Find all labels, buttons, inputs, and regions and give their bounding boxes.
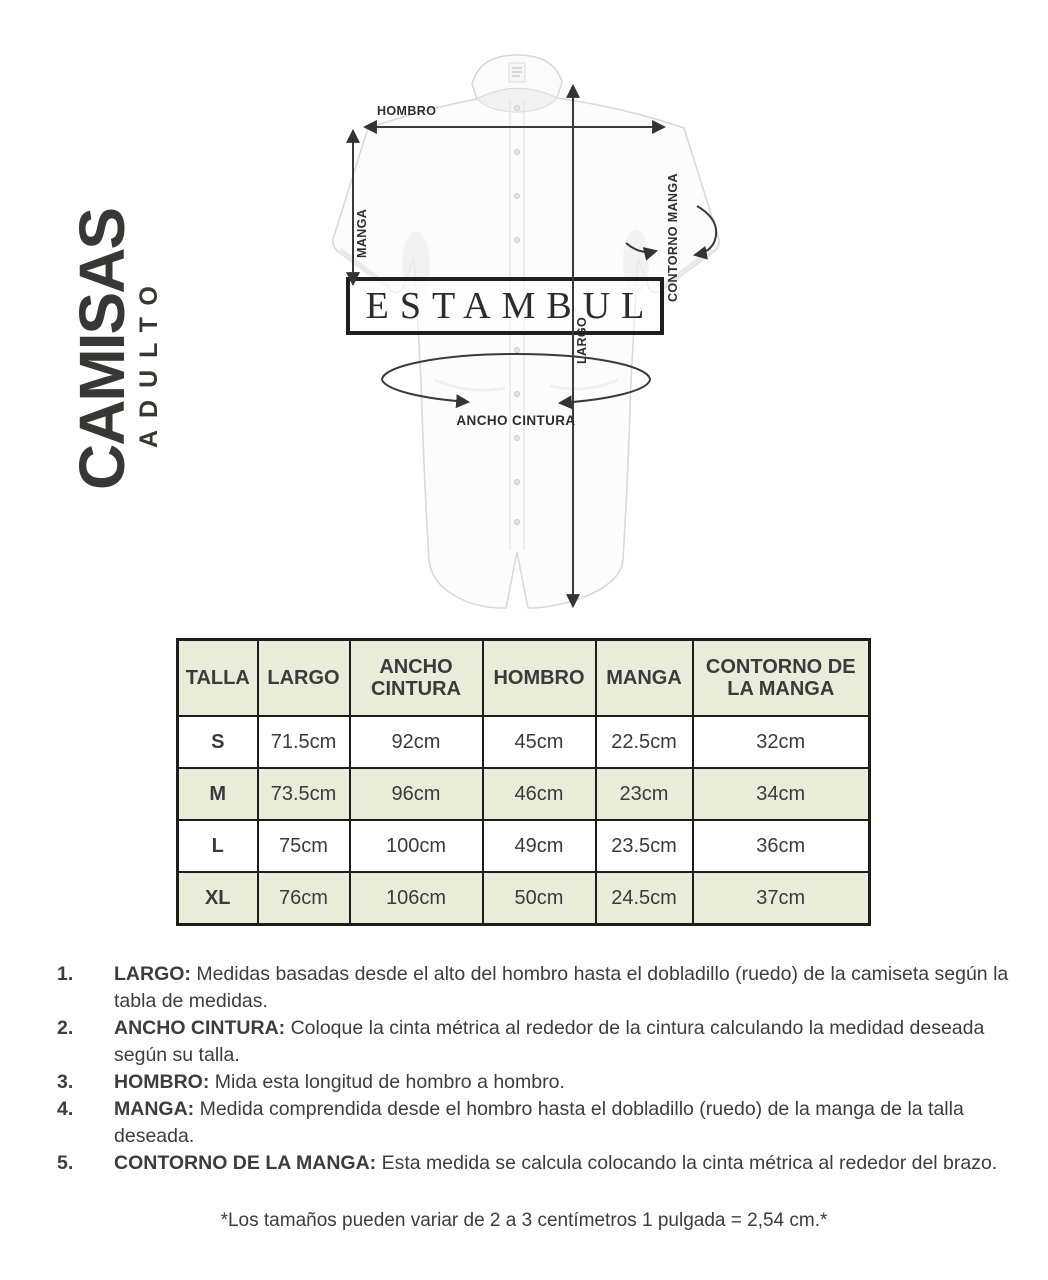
note-body: Mida esta longitud de hombro a hombro. [209,1071,565,1093]
note-term: HOMBRO: [114,1071,210,1093]
col-header-ancho-cintura: ANCHO CINTURA [350,640,483,717]
brand-logo-box [346,277,664,335]
note-body: Medidas basadas desde el alto del hombro hasta el dobladillo (ruedo) de la camiseta según la tabla de medidas. [114,963,1009,1012]
note-number: 2. [57,1017,74,1039]
note-number: 5. [57,1152,74,1174]
contorno-manga-label: CONTORNO MANGA [666,173,680,302]
shirt-photo [320,50,730,620]
col-header-contorno: CONTORNO DE LA MANGA [693,640,870,717]
value-cell: 45cm [483,716,596,768]
note-text [114,1015,1012,1069]
value-cell: 92cm [350,716,483,768]
value-cell: 24.5cm [596,872,693,925]
col-header-hombro: HOMBRO [483,640,596,717]
note-contorno-manga [57,1150,1012,1177]
size-cell: L [178,820,258,872]
col-header-largo: LARGO [258,640,350,717]
note-hombro [57,1069,1012,1096]
page-subtitle: ADULTO [135,274,163,448]
note-text [114,1150,1012,1177]
largo-label: LARGO [575,316,589,364]
note-largo [57,961,1012,1015]
page-title: CAMISAS [66,208,138,490]
size-table-header-row [178,640,870,717]
value-cell: 34cm [693,768,870,820]
size-cell: S [178,716,258,768]
value-cell: 96cm [350,768,483,820]
value-cell: 36cm [693,820,870,872]
value-cell: 106cm [350,872,483,925]
col-header-talla: TALLA [178,640,258,717]
value-cell: 22.5cm [596,716,693,768]
note-ancho-cintura [57,1015,1012,1069]
table-row-l [178,820,870,872]
note-term: LARGO: [114,963,191,985]
ancho-cintura-label: ANCHO CINTURA [456,413,576,428]
value-cell: 73.5cm [258,768,350,820]
value-cell: 75cm [258,820,350,872]
value-cell: 71.5cm [258,716,350,768]
note-body: Esta medida se calcula colocando la cinta métrica al rededor del brazo. [376,1152,998,1174]
measurement-notes [57,961,1012,1177]
hombro-label: HOMBRO [377,104,437,118]
note-term: CONTORNO DE LA MANGA: [114,1152,377,1174]
note-number: 1. [57,963,74,985]
table-row-m [178,768,870,820]
note-term: ANCHO CINTURA: [114,1017,286,1039]
size-cell: M [178,768,258,820]
note-text [114,1096,1012,1150]
value-cell: 46cm [483,768,596,820]
note-body: Medida comprendida desde el hombro hasta el dobladillo (ruedo) de la manga de la talla deseada. [114,1098,964,1147]
size-disclaimer: *Los tamaños pueden variar de 2 a 3 centímetros 1 pulgada = 2,54 cm.* [220,1210,828,1231]
note-body: Coloque la cinta métrica al rededor de la cintura calculando la medidad deseada según su talla. [114,1017,985,1066]
note-term: MANGA: [114,1098,195,1120]
size-table [176,638,871,926]
table-row-xl [178,872,870,925]
value-cell: 50cm [483,872,596,925]
value-cell: 23.5cm [596,820,693,872]
value-cell: 37cm [693,872,870,925]
value-cell: 32cm [693,716,870,768]
brand-logo: ESTAMBUL [365,285,656,327]
note-number: 4. [57,1098,74,1120]
note-manga [57,1096,1012,1150]
value-cell: 100cm [350,820,483,872]
shirt-measurement-diagram [320,50,730,620]
note-text [114,1069,1012,1096]
note-text [114,961,1012,1015]
note-number: 3. [57,1071,74,1093]
value-cell: 76cm [258,872,350,925]
manga-label: MANGA [355,208,369,258]
size-cell: XL [178,872,258,925]
value-cell: 23cm [596,768,693,820]
table-row-s [178,716,870,768]
value-cell: 49cm [483,820,596,872]
col-header-manga: MANGA [596,640,693,717]
shirt-body [333,90,719,608]
